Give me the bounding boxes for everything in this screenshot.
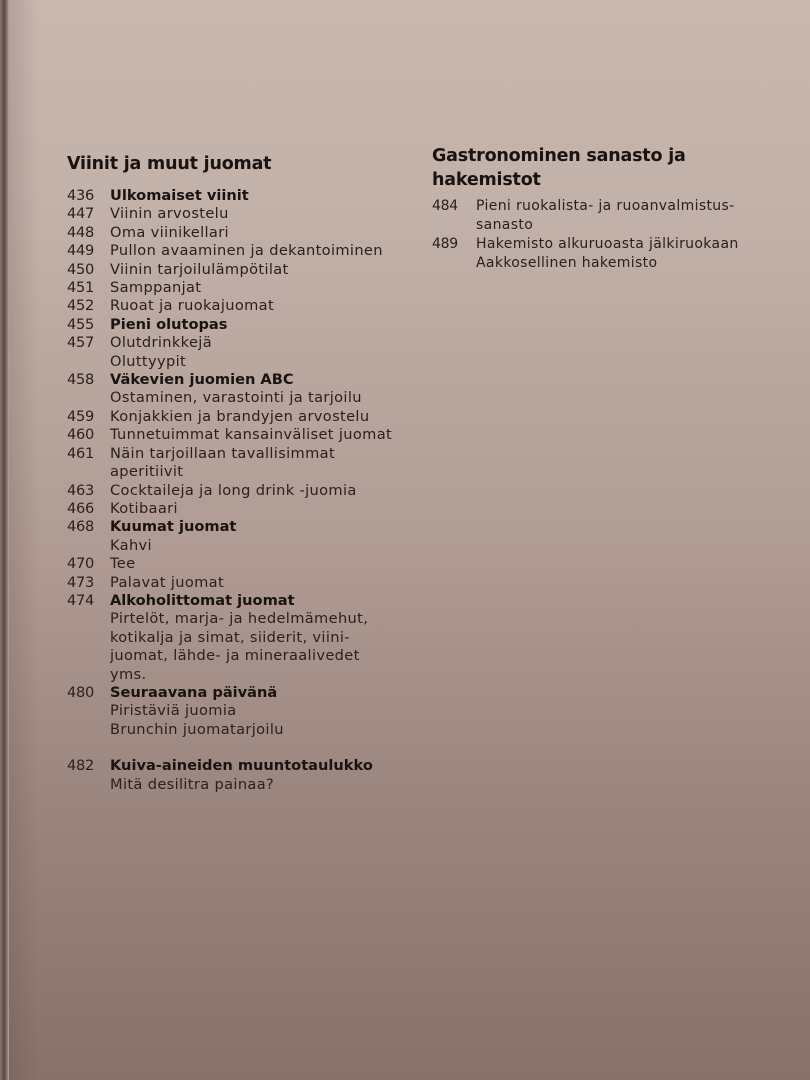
page-number: 450 [67, 260, 94, 278]
section-title-drinks: Viinit ja muut juomat [67, 154, 272, 174]
toc-entry [67, 389, 412, 407]
toc-entry [67, 629, 412, 647]
toc-entry [67, 574, 412, 592]
entry-title: Mitä desilitra painaa? [110, 775, 275, 793]
entry-title: Pieni ruokalista- ja ruoanvalmistus- [476, 198, 735, 214]
toc-entry [67, 316, 412, 334]
page-number: 468 [67, 518, 94, 536]
toc-entry [67, 297, 412, 315]
entry-title: Kahvi [110, 536, 152, 554]
entry-title: Ostaminen, varastointi ja tarjoilu [110, 389, 362, 407]
toc-entry [67, 224, 412, 242]
toc-entry [67, 371, 412, 389]
toc-entry [67, 555, 412, 573]
page-number [67, 702, 110, 720]
section-title-glossary [432, 144, 777, 192]
toc-entry [67, 610, 412, 628]
page-number: 457 [67, 334, 94, 352]
entry-title: Hakemisto alkuruoasta jälkiruokaan [476, 236, 739, 252]
page-number [67, 610, 110, 628]
page-number [67, 389, 110, 407]
page-number: 436 [67, 187, 94, 204]
book-binding-edge [0, 0, 9, 1080]
entry-title: Brunchin juomatarjoilu [110, 720, 284, 738]
page-number [67, 666, 110, 684]
toc-entry [67, 592, 412, 610]
page-gutter-shadow [9, 0, 39, 1080]
toc-entry [67, 279, 412, 297]
page-number [67, 721, 110, 739]
entry-title: Pieni olutopas [110, 315, 228, 333]
page-number: 452 [67, 297, 94, 315]
entry-title: Kotibaari [110, 499, 178, 517]
page-number: 484 [432, 198, 458, 214]
page-number: 455 [67, 315, 94, 333]
entry-title: Väkevien juomien ABC [110, 371, 294, 389]
page-number: 447 [67, 205, 94, 223]
toc-entry [67, 408, 412, 426]
entry-title: Ruoat ja ruokajuomat [110, 297, 275, 315]
entry-title: Ulkomaiset viinit [110, 187, 249, 204]
toc-entry [67, 500, 412, 518]
toc-entry [67, 647, 412, 665]
page-number: 458 [67, 371, 94, 389]
page-number: 448 [67, 223, 94, 241]
entry-title: aperitiivit [110, 463, 184, 481]
page-number: 466 [67, 499, 94, 517]
toc-entry [67, 684, 412, 702]
toc-column-drinks [67, 152, 412, 794]
toc-entry [67, 187, 412, 205]
page-number: 489 [432, 236, 458, 252]
entry-title: Aakkosellinen hakemisto [476, 255, 658, 271]
toc-entry [67, 205, 412, 223]
page-number: 482 [67, 757, 94, 775]
toc-entry [67, 537, 412, 555]
page-number: 470 [67, 555, 94, 573]
toc-entry [432, 235, 777, 254]
toc-entry [67, 334, 412, 352]
entry-title: Viinin tarjoilulämpötilat [110, 260, 289, 278]
entry-title: Oma viinikellari [110, 223, 229, 241]
page-number: 460 [67, 426, 94, 444]
toc-entry [67, 261, 412, 279]
section-title-line-1: Gastronominen sanasto ja [432, 146, 686, 166]
toc-entry [67, 242, 412, 260]
page-number: 480 [67, 683, 94, 701]
toc-entry [67, 702, 412, 720]
toc-entry [67, 426, 412, 444]
entry-title: Konjakkien ja brandyjen arvostelu [110, 407, 370, 425]
entry-title: Näin tarjoillaan tavallisimmat [110, 444, 336, 462]
entry-title: Viinin arvostelu [110, 205, 229, 223]
page-number [432, 216, 476, 235]
entry-title: Kuumat juomat [110, 518, 237, 536]
page-number [432, 254, 476, 273]
entry-title: Tunnetuimmat kansainväliset juomat [110, 426, 393, 444]
entry-title: kotikalja ja simat, siiderit, viini- [110, 628, 350, 646]
entry-title: yms. [110, 665, 147, 683]
toc-entry [432, 254, 777, 273]
page-number: 459 [67, 407, 94, 425]
toc-entry [67, 776, 412, 794]
toc-entry [432, 216, 777, 235]
toc-entry [67, 482, 412, 500]
page-number: 451 [67, 279, 94, 297]
page-number: 463 [67, 481, 94, 499]
entry-title: Pirtelöt, marja- ja hedelmämehut, [110, 610, 369, 628]
section-title-line-2: hakemistot [432, 170, 541, 190]
entry-title: Palavat juomat [110, 573, 225, 591]
toc-entry [67, 721, 412, 739]
entry-title: Samppanjat [110, 279, 202, 297]
entry-title: Piristäviä juomia [110, 702, 237, 720]
page-number: 473 [67, 573, 94, 591]
page-number: 474 [67, 591, 94, 609]
entry-title: Kuiva-aineiden muuntotaulukko [110, 757, 373, 775]
entry-title: sanasto [476, 217, 534, 233]
page-number [67, 647, 110, 665]
toc-entry [67, 445, 412, 463]
page-number [67, 463, 110, 481]
page-number: 449 [67, 242, 94, 260]
page-number [67, 776, 110, 794]
page-number: 461 [67, 444, 94, 462]
entry-title: Alkoholittomat juomat [110, 591, 295, 609]
toc-entry [432, 197, 777, 216]
entry-title: Tee [110, 555, 136, 573]
toc-entry [67, 353, 412, 371]
toc-entry [67, 518, 412, 536]
page-number [67, 537, 110, 555]
toc-entry [67, 757, 412, 775]
entry-title: Seuraavana päivänä [110, 683, 278, 701]
page-number [67, 629, 110, 647]
entry-title: juomat, lähde- ja mineraalivedet [110, 647, 360, 665]
toc-entry [67, 463, 412, 481]
toc-entry [67, 666, 412, 684]
entry-title: Oluttyypit [110, 352, 187, 370]
toc-column-glossary [432, 144, 777, 273]
entry-title: Cocktaileja ja long drink -juomia [110, 481, 357, 499]
page-number [67, 353, 110, 371]
entry-title: Pullon avaaminen ja dekantoiminen [110, 242, 383, 260]
entry-title: Olutdrinkkejä [110, 334, 212, 352]
